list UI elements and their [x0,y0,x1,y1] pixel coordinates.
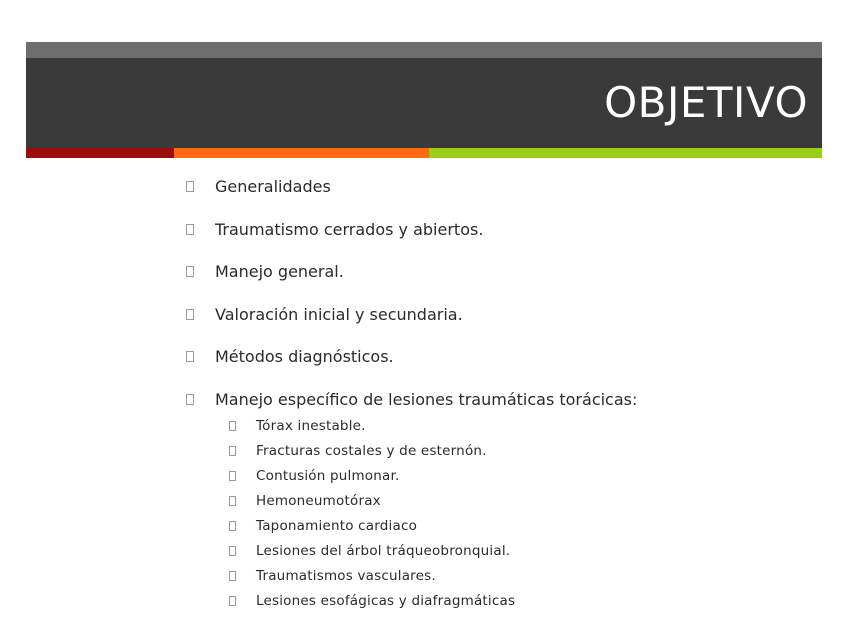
square-outline-bullet-icon [186,302,194,327]
sub-bullet-text: Lesiones esofágicas y diafragmáticas [256,592,516,609]
sub-bullet-text: Hemoneumotórax [256,492,381,509]
bullet-item [186,217,816,242]
bullet-list [186,174,816,614]
bullet-text: Métodos diagnósticos. [215,347,394,366]
square-outline-bullet-icon [229,464,236,489]
sub-bullet-item [229,589,816,614]
sub-bullet-text: Lesiones del árbol tráqueobronquial. [256,542,511,559]
square-outline-bullet-icon [229,589,236,614]
sub-bullet-item [229,539,816,564]
square-outline-bullet-icon [229,564,236,589]
sub-bullet-item [229,564,816,589]
bullet-text: Generalidades [215,177,331,196]
bullet-text: Valoración inicial y secundaria. [215,304,463,324]
square-outline-bullet-icon [229,514,236,539]
sub-bullet-item [229,414,816,439]
sub-bullet-text: Taponamiento cardiaco [256,517,418,534]
square-outline-bullet-icon [229,539,236,564]
sub-bullet-item [229,489,816,514]
title-top-strip [26,42,822,58]
square-outline-bullet-icon [229,439,236,464]
sub-bullet-item [229,439,816,464]
bullet-item [186,387,816,614]
square-outline-bullet-icon [186,387,194,412]
sub-bullet-text: Traumatismos vasculares. [256,567,436,584]
bullet-text: Manejo general. [215,262,344,281]
square-outline-bullet-icon [229,414,236,439]
sub-bullet-item [229,514,816,539]
sub-bullet-text: Contusión pulmonar. [256,467,400,484]
square-outline-bullet-icon [229,489,236,514]
accent-bar [26,148,822,158]
sub-bullet-text: Tórax inestable. [256,417,366,434]
bullet-item [186,259,816,284]
sub-bullet-list [215,414,816,614]
title-bar [26,58,822,148]
accent-segment-red [26,148,174,158]
slide-title: OBJETIVO [604,78,808,127]
square-outline-bullet-icon [186,217,194,242]
bullet-text: Manejo específico de lesiones traumáticas torácicas: [215,389,638,409]
square-outline-bullet-icon [186,344,194,369]
bullet-item [186,174,816,199]
bullet-text: Traumatismo cerrados y abiertos. [215,219,484,239]
square-outline-bullet-icon [186,174,194,199]
bullet-item [186,302,816,327]
square-outline-bullet-icon [186,259,194,284]
bullet-item [186,344,816,369]
accent-segment-green [429,148,822,158]
accent-segment-orange [174,148,429,158]
sub-bullet-item [229,464,816,489]
sub-bullet-text: Fracturas costales y de esternón. [256,442,487,459]
